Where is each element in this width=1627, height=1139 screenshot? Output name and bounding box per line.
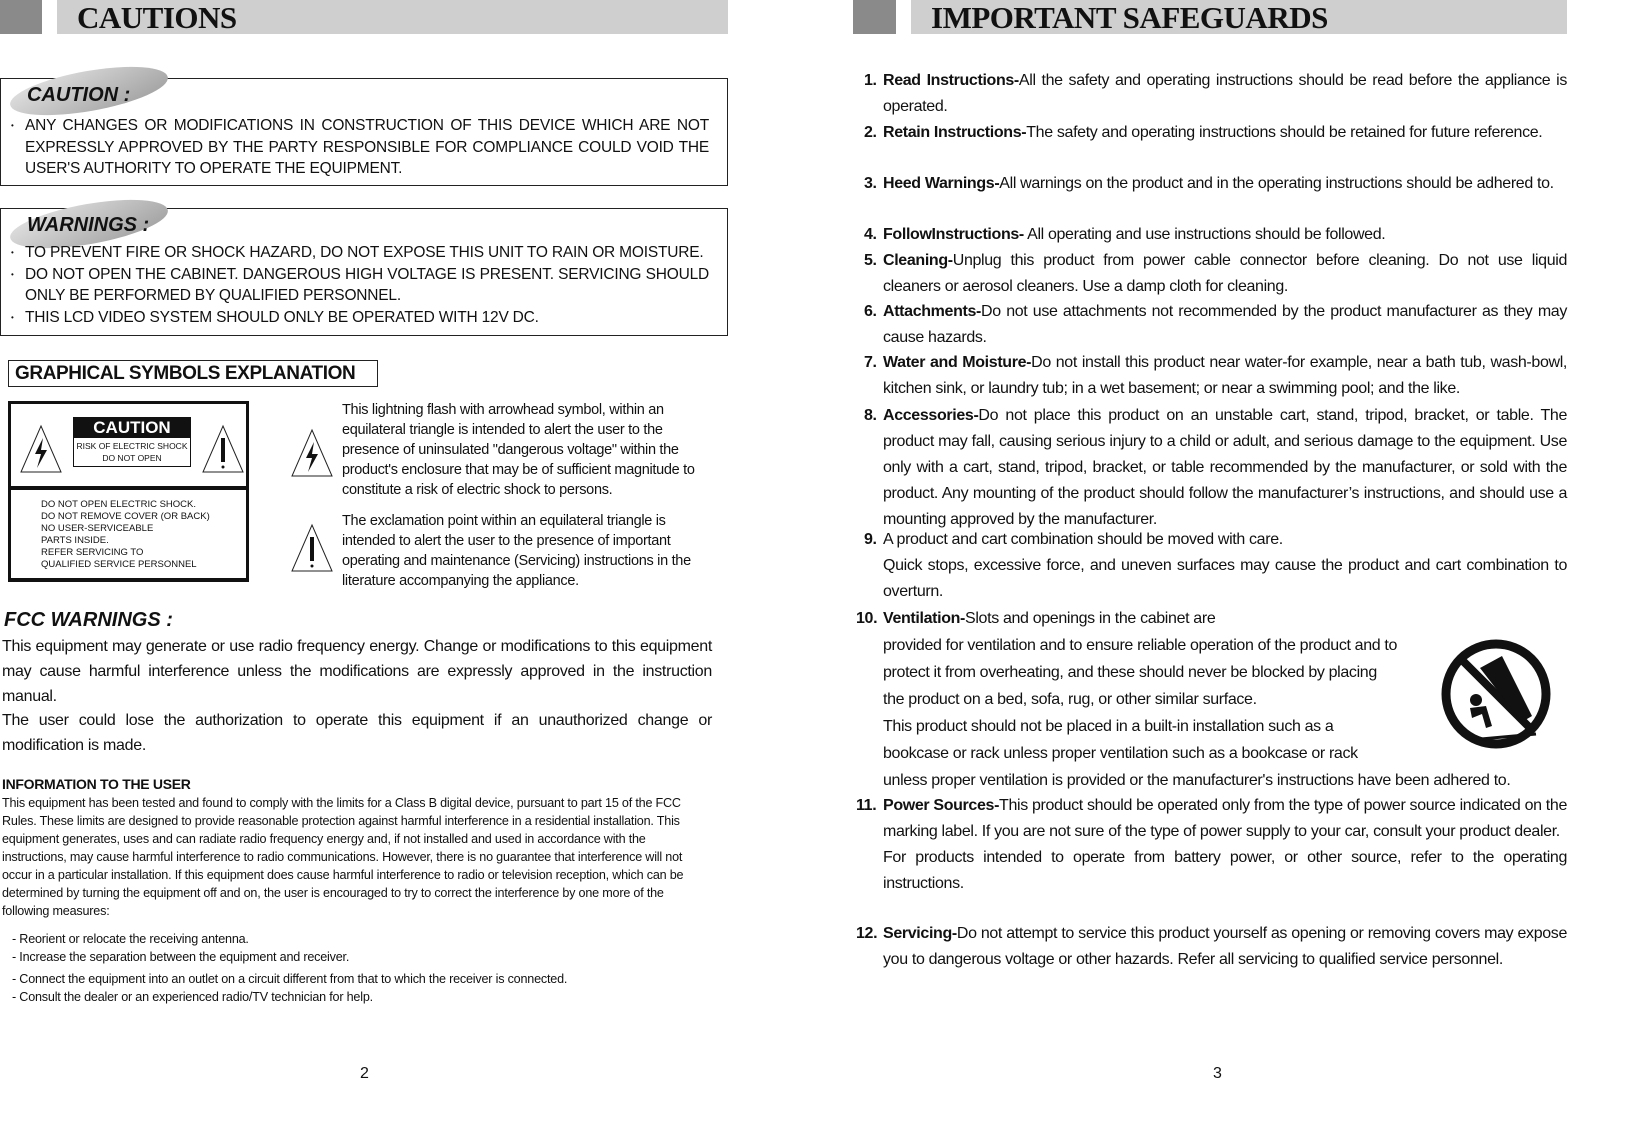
- safeguard-item: [856, 793, 1627, 897]
- exclamation-triangle-icon: [290, 523, 334, 573]
- item-body: Unplug this product from power cable connector before cleaning. Do not use liquid cleaners or aerosol cleaners. Use a damp cloth for cleaning.: [883, 252, 1567, 295]
- item-line: This product should not be placed in a built-in installation such as a: [883, 718, 1334, 735]
- exclamation-explanation: The exclamation point within an equilateral triangle is intended to alert the user to the presence of important operating and maintenance (Servicing) instructions in the literature accompanying the appliance.: [342, 513, 691, 589]
- item-text: [883, 921, 1567, 973]
- page-title: IMPORTANT SAFEGUARDS: [911, 0, 1567, 34]
- item-heading: Water and Moisture-: [883, 354, 1032, 371]
- page-number: 3: [1213, 1065, 1222, 1082]
- item-body: The safety and operating instructions should be retained for future reference.: [1026, 124, 1543, 141]
- caution-label-graphic: [8, 401, 249, 582]
- item-heading: Read Instructions-: [883, 72, 1019, 89]
- header-square: [0, 0, 42, 34]
- item-number: 11.: [856, 797, 877, 814]
- item-text: [883, 248, 1567, 300]
- item-line: provided for ventilation and to ensure reliable operation of the product and to: [883, 637, 1398, 654]
- item-heading: Cleaning-: [883, 252, 953, 269]
- label-line: DO NOT OPEN ELECTRIC SHOCK.: [41, 499, 197, 510]
- warnings-box: [0, 208, 728, 336]
- fcc-paragraph: This equipment may generate or use radio frequency energy. Change or modifications to this equipment may cause harmful interference unless the modifications are expressly approved in the instruction manual.: [2, 638, 712, 705]
- item-text: [883, 222, 1567, 248]
- item-body: Do not use attachments not recommended by the product manufacturer as they may cause hazards.: [883, 303, 1567, 346]
- caution-label-text: [11, 490, 246, 578]
- safeguard-item: [864, 120, 1627, 146]
- fcc-heading: FCC WARNINGS :: [4, 609, 173, 631]
- caution-label: CAUTION :: [27, 84, 131, 106]
- lightning-explanation: This lightning flash with arrowhead symbol, within an equilateral triangle is intended to alert the user to the presence of uninsulated "dangerous voltage" within the product's enclosure that may be of sufficient magnitude to constitute a risk of electric shock to persons.: [342, 402, 695, 498]
- item-heading: Heed Warnings-: [883, 175, 1000, 192]
- item-text: [883, 171, 1567, 197]
- fcc-paragraph: The user could lose the authorization to operate this equipment if an unauthorized change or modification is made.: [2, 712, 712, 754]
- warning-item: • DO NOT OPEN THE CABINET. DANGEROUS HIGH VOLTAGE IS PRESENT. SERVICING SHOULD ONLY BE PERFORMED BY QUALIFIED PERSONNEL.: [25, 264, 709, 307]
- item-number: 10.: [856, 610, 878, 627]
- safeguard-item: [856, 921, 1627, 973]
- safeguard-item: [864, 248, 1627, 300]
- caution-title: CAUTION: [74, 418, 190, 438]
- info-heading: INFORMATION TO THE USER: [2, 776, 191, 792]
- item-body: All the safety and operating instructions should be read before the appliance is operated.: [883, 72, 1567, 115]
- item-text: [883, 527, 1567, 553]
- measure-item: - Consult the dealer or an experienced radio/TV technician for help.: [12, 990, 373, 1004]
- item-body: Do not attempt to service this product yourself as opening or removing covers may expose you to dangerous voltage or other hazards. Refer all servicing to qualified service personnel.: [883, 925, 1567, 968]
- item-body: For products intended to operate from battery power, or other source, refer to the operating instructions.: [883, 849, 1567, 892]
- header-square: [853, 0, 896, 34]
- item-text: [883, 299, 1567, 351]
- safeguard-item: [864, 299, 1627, 351]
- item-number: 6.: [864, 303, 877, 320]
- item-number: 5.: [864, 252, 877, 269]
- measures-list: [12, 930, 712, 1006]
- item-body: All warnings on the product and in the operating instructions should be adhered to.: [999, 175, 1554, 192]
- item-number: 1.: [864, 72, 877, 89]
- page-title: CAUTIONS: [57, 0, 728, 34]
- safeguard-item: [864, 350, 1627, 402]
- item-heading: Power Sources-: [883, 797, 1000, 814]
- item-heading: FollowInstructions-: [883, 226, 1024, 243]
- safeguard-item: [864, 222, 1627, 248]
- item-heading: Accessories-: [883, 407, 979, 424]
- safeguard-item: [864, 171, 1627, 197]
- label-line: REFER SERVICING TO: [41, 547, 144, 558]
- label-line: PARTS INSIDE.: [41, 535, 109, 546]
- info-body: This equipment has been tested and found to comply with the limits for a Class B digital device, pursuant to part 15 of the FCC Rules. These limits are designed to provide reasonable protection against harmful interference in a residential installation. This equipment generates, uses and can radiate radio frequency energy and, if not installed and used in accordance with the instructions, may cause harmful interference to radio communications. However, there is no guarantee that interference will not occur in a particular installation. If this equipment does cause harmful interference to radio or television reception, which can be determined by turning the equipment off and on, the user is encouraged to try to correct the interference by one more of the following measures:: [2, 796, 684, 918]
- item-text: [883, 606, 1443, 632]
- item-number: 12.: [856, 925, 878, 942]
- caution-item: • ANY CHANGES OR MODIFICATIONS IN CONSTRUCTION OF THIS DEVICE WHICH ARE NOT EXPRESSLY APPROVED BY THE PARTY RESPONSIBLE FOR COMPLIANCE COULD VOID THE USER'S AUTHORITY TO OPERATE THE EQUIPMENT.: [25, 115, 709, 180]
- no-cart-tipping-icon: [1440, 638, 1552, 750]
- item-heading: Servicing-: [883, 925, 957, 942]
- item-number: 9.: [864, 531, 877, 548]
- item-text: [883, 120, 1567, 146]
- item-body: Quick stops, excessive force, and uneven surfaces may cause the product and cart combination to overturn.: [883, 557, 1567, 600]
- caution-sub: DO NOT OPEN: [102, 453, 162, 463]
- measure-item: - Reorient or relocate the receiving antenna.: [12, 932, 249, 946]
- item-line: bookcase or rack unless proper ventilation such as a bookcase or rack: [883, 745, 1358, 762]
- item-body: Do not place this product on an unstable cart, stand, tripod, bracket, or table. The product may fall, causing serious injury to a child or adult, and serious damage to the equipment. Use only with a cart, stand, tripod, bracket, or table recommended by the manufacturer, or sold with the product. Any mounting of the product should follow the manufacturer’s instructions, and should use a mounting approved by the manufacturer.: [883, 407, 1567, 528]
- item-body: This product should be operated only from the type of power source indicated on the marking label. If you are not sure of the type of power supply to your car, consult your product dealer.: [883, 797, 1567, 840]
- label-line: QUALIFIED SERVICE PERSONNEL: [41, 559, 197, 570]
- item-body: All operating and use instructions should be followed.: [1023, 226, 1386, 243]
- caution-box: [0, 78, 728, 186]
- item-heading: Ventilation-: [883, 610, 966, 627]
- symbols-heading: GRAPHICAL SYMBOLS EXPLANATION: [8, 360, 378, 387]
- safeguard-item: [864, 403, 1627, 533]
- item-text: [883, 403, 1567, 533]
- caution-sub: RISK OF ELECTRIC SHOCK: [76, 441, 188, 451]
- page-number: 2: [360, 1065, 369, 1082]
- exclamation-triangle-icon: [201, 424, 245, 474]
- warning-item: • THIS LCD VIDEO SYSTEM SHOULD ONLY BE OPERATED WITH 12V DC.: [25, 307, 709, 329]
- lightning-triangle-icon: [290, 428, 334, 478]
- item-body: A product and cart combination should be moved with care.: [883, 531, 1283, 548]
- item-number: 7.: [864, 354, 877, 371]
- item-number: 8.: [864, 407, 877, 424]
- item-heading: Retain Instructions-: [883, 124, 1027, 141]
- item-number: 2.: [864, 124, 877, 141]
- item-text: [883, 350, 1567, 402]
- item-line: the product on a bed, sofa, rug, or other similar surface.: [883, 691, 1257, 708]
- label-line: NO USER-SERVICEABLE: [41, 523, 154, 534]
- item-line: unless proper ventilation is provided or the manufacturer's instructions have been adhered to.: [883, 772, 1511, 789]
- item-number: 4.: [864, 226, 877, 243]
- item-body: Slots and openings in the cabinet are: [965, 610, 1216, 627]
- warning-item: • TO PREVENT FIRE OR SHOCK HAZARD, DO NOT EXPOSE THIS UNIT TO RAIN OR MOISTURE.: [25, 242, 709, 264]
- label-line: DO NOT REMOVE COVER (OR BACK): [41, 511, 210, 522]
- safeguard-item: [864, 527, 1627, 605]
- item-text: [883, 68, 1567, 120]
- warnings-label: WARNINGS :: [27, 214, 150, 236]
- measure-item: - Connect the equipment into an outlet on a circuit different from that to which the receiver is connected.: [12, 972, 568, 986]
- safeguard-item: [864, 68, 1627, 120]
- lightning-triangle-icon: [19, 424, 63, 474]
- item-body: Do not install this product near water-for example, near a bath tub, wash-bowl, kitchen sink, or laundry tub; in a wet basement; or near a swimming pool; and the like.: [883, 354, 1567, 397]
- measure-item: - Increase the separation between the equipment and receiver.: [12, 950, 350, 964]
- item-text: [883, 793, 1567, 845]
- item-line: protect it from overheating, and these should never be blocked by placing: [883, 664, 1377, 681]
- item-heading: Attachments-: [883, 303, 982, 320]
- item-number: 3.: [864, 175, 877, 192]
